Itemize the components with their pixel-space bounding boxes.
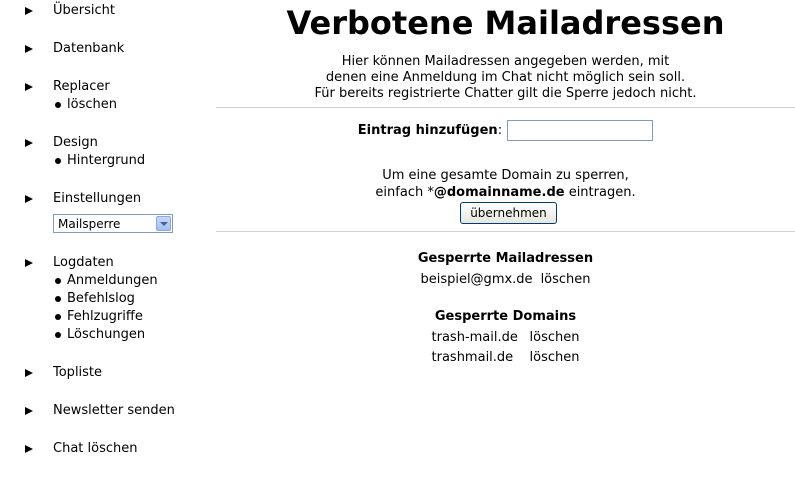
arrow-right-icon	[25, 407, 33, 415]
hint-pre: einfach *	[375, 185, 434, 200]
sidebar-section-uebersicht	[0, 2, 210, 20]
entry-input[interactable]	[507, 120, 653, 141]
settings-select[interactable]	[53, 214, 173, 233]
nav-replacer[interactable]: Replacer	[53, 79, 110, 94]
delete-link[interactable]: löschen	[540, 272, 591, 287]
sidebar-section-newsletter	[0, 402, 210, 420]
blocked-lists	[216, 250, 795, 368]
nav-logdaten[interactable]: Logdaten	[53, 255, 114, 270]
domain-hint	[216, 167, 795, 201]
list-item	[216, 328, 795, 348]
page-title: Verbotene Mailadressen	[286, 4, 725, 42]
sidebar-section-einstellungen	[0, 190, 210, 208]
sidebar-section-chat-loeschen	[0, 440, 210, 458]
hint-post: eintragen.	[564, 185, 636, 200]
arrow-right-icon	[25, 195, 33, 203]
entry-row	[216, 120, 795, 142]
nav-chat-loeschen[interactable]: Chat löschen	[53, 441, 138, 456]
hint-domain: @domainname.de	[433, 185, 565, 200]
bullet-icon	[55, 278, 61, 284]
blocked-addresses-heading: Gesperrte Mailadressen	[417, 251, 594, 266]
hint-line: Um eine gesamte Domain zu sperren,	[382, 168, 629, 183]
nav-topliste[interactable]: Topliste	[53, 365, 103, 380]
arrow-right-icon	[25, 445, 33, 453]
nav-newsletter-senden[interactable]: Newsletter senden	[53, 403, 175, 418]
nav-design-hintergrund[interactable]: Hintergrund	[67, 153, 146, 168]
arrow-right-icon	[25, 369, 33, 377]
sidebar-section-logdaten	[0, 254, 210, 344]
nav-design[interactable]: Design	[53, 135, 98, 150]
intro-line: Hier können Mailadressen angegeben werden, mit	[341, 54, 670, 69]
blocked-domains-heading: Gesperrte Domains	[434, 309, 577, 324]
nav-uebersicht[interactable]: Übersicht	[53, 3, 115, 18]
divider	[216, 107, 795, 108]
arrow-right-icon	[25, 7, 33, 15]
sidebar-section-replacer	[0, 78, 210, 114]
blocked-address: beispiel@gmx.de	[420, 272, 533, 287]
nav-logdaten-fehlzugriffe[interactable]: Fehlzugriffe	[67, 309, 143, 324]
submit-button[interactable]: übernehmen	[460, 202, 557, 224]
sidebar-section-design	[0, 134, 210, 170]
bullet-icon	[55, 314, 61, 320]
blocked-domain: trash-mail.de	[431, 330, 518, 345]
delete-link[interactable]: löschen	[529, 330, 580, 345]
delete-link[interactable]: löschen	[529, 350, 580, 365]
bullet-icon	[55, 332, 61, 338]
nav-logdaten-befehlslog[interactable]: Befehlslog	[67, 291, 135, 306]
bullet-icon	[55, 296, 61, 302]
blocked-domain: trashmail.de	[431, 350, 514, 365]
list-item	[216, 270, 795, 290]
intro-line: denen eine Anmeldung im Chat nicht möglich sein soll.	[325, 70, 686, 85]
entry-label: Eintrag hinzufügen	[357, 123, 498, 138]
arrow-right-icon	[25, 139, 33, 147]
sidebar-section-datenbank	[0, 40, 210, 58]
entry-colon: :	[497, 123, 503, 138]
nav-logdaten-loeschungen[interactable]: Löschungen	[67, 327, 146, 342]
arrow-right-icon	[25, 259, 33, 267]
bullet-icon	[55, 158, 61, 164]
hint-line	[216, 184, 795, 201]
list-item	[216, 348, 795, 368]
bullet-icon	[55, 102, 61, 108]
nav-datenbank[interactable]: Datenbank	[53, 41, 125, 56]
nav-einstellungen[interactable]: Einstellungen	[53, 191, 142, 206]
arrow-right-icon	[25, 45, 33, 53]
chevron-down-icon[interactable]	[156, 216, 171, 231]
arrow-right-icon	[25, 83, 33, 91]
sidebar-section-topliste	[0, 364, 210, 382]
divider	[216, 231, 795, 232]
settings-select-value: Mailsperre	[58, 217, 121, 231]
intro-text	[216, 54, 795, 102]
nav-replacer-loeschen[interactable]: löschen	[67, 97, 117, 112]
nav-logdaten-anmeldungen[interactable]: Anmeldungen	[67, 273, 158, 288]
intro-line: Für bereits registrierte Chatter gilt die Sperre jedoch nicht.	[314, 86, 697, 101]
